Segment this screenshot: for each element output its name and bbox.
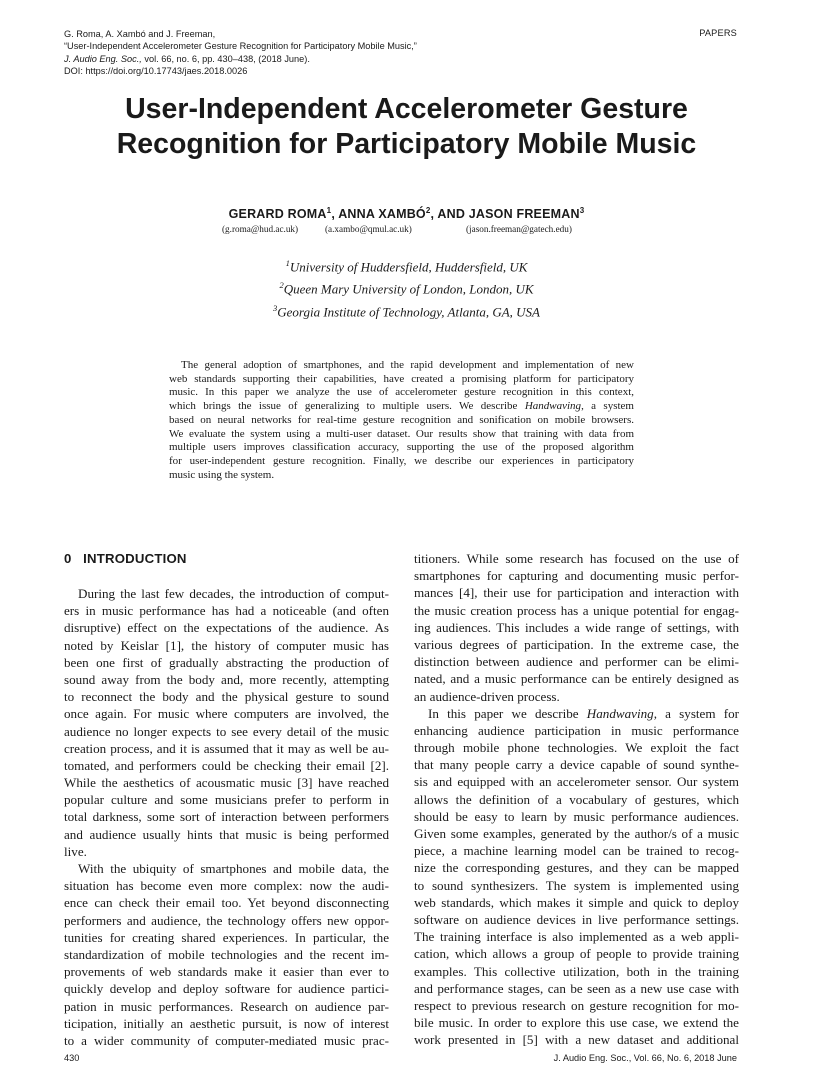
- body-line: While the aesthetics of acousmatic music [3] have reached: [64, 775, 389, 791]
- body-line: mances [4], their use for participation and interaction with: [414, 585, 739, 601]
- body-line: and performance stages, can be seen as a new use case with: [414, 980, 739, 996]
- body-line: cation, which allows a group of people to provide training: [414, 946, 739, 962]
- body-line: provements of web standards make it easier than ever to: [64, 964, 389, 980]
- citation-authors: G. Roma, A. Xambó and J. Freeman,: [64, 29, 216, 39]
- abstract-line: The general adoption of smartphones, and the rapid development and implementation of new: [181, 359, 634, 371]
- journal-reference: J. Audio Eng. Soc., Vol. 66, No. 6, 2018 June: [553, 1053, 737, 1063]
- body-line: various degrees of participation. In the extreme case, the: [414, 636, 739, 652]
- body-line: examples. This collective utilization, both in the training: [414, 963, 739, 979]
- citation-journal: J. Audio Eng. Soc.,: [64, 53, 142, 64]
- body-line: With the ubiquity of smartphones and mobile data, the: [78, 861, 389, 876]
- email-1: (g.roma@hud.ac.uk): [222, 224, 299, 234]
- body-line: an audience-driven process.: [414, 688, 560, 704]
- citation-doi: DOI: https://doi.org/10.17743/jaes.2018.0026: [64, 65, 248, 76]
- body-line: quickly develop and deploy software for audience partici-: [64, 981, 389, 997]
- body-line: During the last few decades, the introduction of comput-: [78, 586, 389, 601]
- body-line: piece, a machine learning model can be trained to recog-: [414, 843, 739, 859]
- body-line: ing audiences. This includes a wide range of settings, with: [414, 619, 739, 635]
- body-line: to a wider community of computer-mediated music prac-: [64, 1032, 389, 1048]
- section-label: PAPERS: [699, 28, 737, 38]
- affiliation-1: $^1$University of Huddersfield, Huddersfield, UK: [285, 258, 528, 275]
- body-line: ers in music performance has had a noticeable (and often: [64, 603, 389, 619]
- author-list: GERARD ROMA$^1$, ANNA XAMBÓ$^2$, AND JASON FREEMAN$^3$: [228, 206, 585, 222]
- title-line-2: Recognition for Participatory Mobile Music: [116, 128, 697, 160]
- body-line: nated, and a music performance can be entirely designed as: [414, 671, 739, 687]
- body-line: bile music. In order to explore this use case, we extend the: [414, 1015, 739, 1031]
- body-line: once again. For music where computers are involved, the: [64, 706, 389, 722]
- running-header-citation: [64, 28, 417, 77]
- body-line: total darkness, some sort of interaction between performers: [64, 809, 389, 825]
- body-line: sis and equipped with an accelerometer sensor. Our system: [414, 774, 739, 790]
- body-line: live.: [64, 843, 87, 859]
- body-line: respect to previous research on gesture recognition for mo-: [414, 997, 739, 1013]
- body-line: web standards, which makes it simple and quick to deploy: [414, 894, 739, 910]
- abstract-line: which brings the issue of generalizing to multiple users. We describe Handwaving, a system: [169, 400, 634, 413]
- body-line: sound away from the body and, more recently, attempting: [64, 671, 389, 687]
- body-line: The training interface is also implemented as a web appli-: [414, 929, 739, 945]
- affiliation-3: $^3$Georgia Institute of Technology, Atlanta, GA, USA: [272, 302, 540, 319]
- body-line: Given some examples, generated by the author/s of a music: [414, 826, 739, 841]
- title-line-1: User-Independent Accelerometer Gesture: [125, 93, 688, 125]
- page-number: 430: [64, 1053, 80, 1063]
- body-line: situation has become even more complex: now the audi-: [64, 878, 389, 894]
- email-3: (jason.freeman@gatech.edu): [466, 224, 572, 234]
- body-line: enhancing audience participation in music performance: [414, 722, 739, 738]
- left-column: [64, 585, 389, 1049]
- author-3-mark: 3: [579, 206, 585, 215]
- abstract-line: web standards supporting their capabilities, have created a promising platform for participatory: [169, 372, 634, 385]
- abstract-line: multiple users improves classification accuracy, supporting the use of the proposed algorithm: [169, 441, 634, 454]
- author-2: ANNA XAMBÓ: [338, 207, 426, 222]
- body-line: software on audience devices in live performance settings.: [414, 911, 739, 927]
- citation-title: “User-Independent Accelerometer Gesture Recognition for Participatory Mobile Music,”: [64, 41, 417, 52]
- right-column: [414, 550, 739, 1048]
- body-line: noted by Keislar [1], the history of computer music has: [64, 637, 389, 653]
- abstract: [169, 359, 634, 482]
- abstract-line: music. In this paper we analyze the use of accelerometer gesture recognition in this context,: [169, 386, 634, 399]
- author-3: AND JASON FREEMAN: [437, 207, 580, 222]
- abstract-line: music using the system.: [169, 468, 275, 481]
- body-line: creation process, and it is assumed that it may as well be au-: [64, 740, 389, 756]
- body-line: nize the corresponding gestures, and they can be mapped: [414, 860, 739, 876]
- body-line: allows the definition of a vocabulary of gestures, which: [414, 791, 739, 807]
- body-line: performers and audience, the technology offers new oppor-: [64, 912, 389, 928]
- citation-volume: J. Audio Eng. Soc., vol. 66, no. 6, pp. 430–438, (2018 June).: [64, 53, 310, 64]
- paper-title: [0, 92, 813, 162]
- affiliation-2: $^2$Queen Mary University of London, London, UK: [279, 280, 534, 297]
- body-line: audience no longer expects to see every detail of the music: [64, 723, 389, 739]
- body-line: tomated, and performers could be checking their email [2].: [64, 757, 389, 773]
- body-line: ticipation, initially an aesthetic pursuit, is now of interest: [64, 1015, 389, 1031]
- section-title: INTRODUCTION: [83, 551, 187, 566]
- abstract-line: based on neural networks for real-time gesture recognition and sonification on mobile browsers.: [169, 413, 634, 426]
- email-2: (a.xambo@qmul.ac.uk): [325, 224, 412, 234]
- author-2-mark: 2: [425, 206, 431, 215]
- abstract-line: We evaluate the system using a multi-user dataset. Our results show that training with data from: [169, 427, 634, 440]
- section-heading: [64, 551, 187, 566]
- body-line: pation in music performances. Research on audience par-: [64, 998, 389, 1014]
- body-line: the music creation process has a unique potential for engag-: [414, 602, 739, 618]
- abstract-line: for user-independent gesture recognition. Finally, we describe our experiences in participatory: [169, 454, 634, 467]
- body-line: been one first of gradually abstracting the production of: [64, 654, 389, 670]
- body-line: to reconnect the body and the physical gesture to sound: [64, 689, 389, 705]
- body-line: In this paper we describe Handwaving, a system for: [428, 705, 740, 721]
- author-1-mark: 1: [326, 206, 332, 215]
- body-line: and audience usually hints that music is being performed: [64, 826, 389, 842]
- affiliations: [0, 254, 813, 321]
- section-number: 0: [64, 551, 72, 566]
- body-line: popular culture and some musicians prefer to perform in: [64, 792, 389, 808]
- body-line: that many people carry a device capable of sound synthe-: [414, 757, 739, 773]
- body-line: tunities for creating shared experiences. In particular, the: [64, 929, 389, 945]
- body-line: disruptive) effect on the expectations of the audience. As: [64, 620, 389, 636]
- body-line: distinction between audience and performer can be elimi-: [414, 654, 739, 670]
- body-line: ence can check their email too. Yet beyond disconnecting: [64, 895, 389, 911]
- body-line: standardization of mobile technologies and the recent im-: [64, 946, 389, 962]
- system-name: Handwaving: [524, 400, 582, 413]
- body-line: through mobile phone technologies. We exploit the fact: [414, 740, 739, 756]
- body-line: to sound synthesizers. The system is implemented using: [414, 877, 739, 893]
- system-name: Handwaving: [586, 705, 654, 721]
- body-line: smartphones for capturing and documenting music perfor-: [414, 568, 739, 584]
- body-line: should be easy to learn by music performance audiences.: [414, 808, 739, 824]
- body-line: work presented in [5] with a new dataset and additional: [414, 1032, 739, 1048]
- author-1: GERARD ROMA: [228, 207, 327, 222]
- body-line: titioners. While some research has focused on the use of: [414, 551, 739, 566]
